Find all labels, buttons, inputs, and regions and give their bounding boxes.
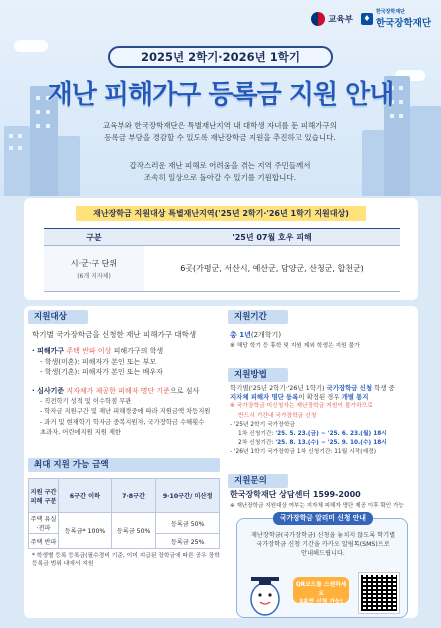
row-label-sub: (6개 지자체): [77, 272, 111, 280]
notice-line: 국가장학금 신청 기간을 카카오 알림톡(SMS)으로: [256, 541, 390, 548]
bullet-text: 피해가구의 학생: [111, 347, 164, 355]
moe-logo-text: 교육부: [328, 14, 353, 25]
bullet-item: - 학생(기혼): 피해자가 본인 또는 배우자: [40, 368, 163, 376]
bullet-item: - 학생(미혼): 피해자가 본인 또는 부모: [40, 357, 157, 366]
method-text: 이 확정된 경우: [298, 393, 342, 402]
max-support-table: [28, 478, 220, 549]
intro-line: 갑작스러운 재난 피해로 어려움을 겪는 지역 주민들께서: [129, 161, 311, 170]
method-item: - '25년 2학기 국가장학금: [230, 421, 296, 428]
cell-value: 등록금* 100%: [59, 513, 112, 549]
table-row: [44, 246, 400, 292]
row-label-text: 시·군·구 단위: [70, 258, 118, 268]
method-highlight: 개별 통지: [341, 393, 369, 402]
target-affected-block: [32, 346, 222, 378]
bullet-item: - 직전학기 성적 및 이수학점 무관: [40, 397, 132, 405]
bullet-title: · 피해가구: [32, 347, 65, 355]
col-header: 지원 구간: [30, 488, 57, 496]
special-area-table: [44, 228, 400, 292]
building-decoration: [410, 106, 441, 196]
inquiry-block: [230, 490, 416, 511]
cell-value: 등록금 50%: [111, 513, 155, 549]
intro-text: [70, 120, 370, 144]
kosaf-small-text: 한국장학재단: [375, 9, 405, 15]
intro-line: 조속히 일상으로 돌아갈 수 있기를 기원합니다.: [144, 173, 296, 182]
target-heading: 지원대상: [28, 310, 88, 324]
method-warning: 반드시 기간내 국가장학금 신청: [238, 412, 317, 419]
period-block: [230, 330, 414, 351]
bullet-item: - 과거 및 현재학기 학자금 중복지원자, 국가장학금 수혜횟수: [40, 418, 205, 426]
logo-bar: [311, 8, 431, 29]
hero-section: [0, 0, 441, 196]
qr-callout-line: QR코드를 스캔하세요: [295, 582, 347, 597]
detail-panel: [24, 306, 418, 618]
method-heading: 지원방법: [228, 368, 288, 382]
method-highlight: 국가장학금 신청: [326, 384, 373, 392]
cell-value: 등록금 50%: [156, 513, 220, 534]
notice-line: 재난장학금(국가장학금) 신청을 놓치지 않도록 학기별: [250, 532, 396, 539]
kosaf-logo-text: 한국장학재단: [375, 18, 431, 29]
intro-line: 등록금 부담을 경감할 수 있도록 재난장학금 지원을 추진하고 있습니다.: [104, 133, 336, 142]
method-warning: ※ 국가장학금 미신청자는 재난장학금 지원이 불가하므로: [230, 403, 373, 410]
page-title: 재난 피해가구 등록금 지원 안내: [47, 80, 394, 110]
intro-line: 교육부와 한국장학재단은 특별재난지역 내 대학생 자녀를 둔 피해가구의: [102, 121, 338, 130]
semester-banner: 2025년 2학기·2026년 1학기: [108, 46, 333, 68]
bullet-item: 초과자, 어린에지원 지원 제한: [40, 429, 121, 436]
row-label: [44, 246, 144, 292]
qr-callout: [293, 577, 349, 603]
building-decoration: [4, 126, 30, 196]
intro-wish: [70, 160, 370, 184]
row-label: 주택 반파: [29, 534, 59, 549]
taegeuk-icon: [311, 12, 325, 26]
notice-heading: 국가장학금 알리미 신청 안내: [273, 512, 373, 525]
period-text: (2개학기): [250, 331, 282, 339]
method-item: - '26년 1학기 국가장학금 1차 신청기간: 11월 시작(예정): [230, 449, 376, 456]
qr-callout-line: 3초면 신청 가능!: [298, 599, 344, 605]
method-text: 학생 중: [372, 384, 395, 392]
cloud-decoration: [14, 40, 48, 52]
period-note: ※ 해당 학기 등 휴학 및 지원 제외 학생은 지원 불가: [230, 342, 360, 349]
max-support-heading: 최대 지원 가능 금액: [28, 458, 220, 472]
row-header: 피해 구분: [30, 497, 57, 505]
bullet-highlight: 주택 반파 이상: [64, 347, 112, 355]
cell-value: 등록금 25%: [156, 534, 220, 549]
special-area-heading: 재난장학금 지원대상 특별재난지역('25년 2학기·'26년 1학기 지원대상): [76, 206, 366, 221]
method-text: 학기별('25년 2학기·'26년 1학기): [230, 384, 327, 392]
target-criteria-block: [32, 386, 224, 439]
inquiry-heading: 지원문의: [228, 474, 288, 488]
period-heading: 지원기간: [228, 310, 288, 324]
bullet-title: · 심사기준: [32, 387, 65, 395]
inquiry-note: ※ 재난장학금 지원대상 여부는 지자체 피해자 명단 제공 이후 확인 가능: [230, 502, 404, 509]
method-highlight: 지자체 피해자 명단 등록: [230, 393, 299, 402]
method-item: 2차 신청기간:: [238, 440, 276, 447]
method-date: '25. 8. 13.(수) ~ '25. 9. 10.(수) 18시: [275, 440, 387, 447]
table-header-row: [29, 479, 220, 513]
target-lead: 학기별 국가장학금을 신청한 재난 피해가구 대학생: [32, 330, 197, 339]
col-header: 6구간 이하: [59, 479, 112, 513]
method-item: 1차 신청기간:: [238, 431, 276, 438]
corner-header: [29, 479, 59, 513]
row-value: 6곳(가평군, 서산시, 예산군, 담양군, 산청군, 합천군): [144, 246, 400, 292]
graduate-mascot-icon: [245, 569, 285, 617]
bullet-text: 으로 심사: [169, 387, 200, 395]
table-header-row: [44, 229, 400, 246]
notice-box: [236, 514, 408, 618]
bullet-highlight: 지자체가 제공한 피해자 명단 기준: [64, 387, 170, 395]
kosaf-mark-icon: ♦: [361, 13, 373, 25]
row-label: 주택 유실·전파: [29, 513, 59, 534]
col-header: 7·8구간: [111, 479, 155, 513]
moe-logo: [311, 12, 353, 26]
col-header: 9·10구간/ 미산정: [156, 479, 220, 513]
kosaf-logo: [361, 8, 431, 29]
special-area-card: [24, 198, 418, 300]
col-header: 구분: [44, 229, 144, 246]
qr-code[interactable]: [359, 573, 399, 613]
max-support-note: * 학생별 등록 등록금(필수경비 기준, 이미 지급된 장학금에 따른 공우 장학 등록금 범위 내에서 지원: [32, 553, 220, 567]
col-header: '25년 07월 호우 피해: [144, 229, 400, 246]
notice-line: 안내해드립니다.: [301, 550, 345, 557]
notice-text: [245, 531, 401, 558]
method-date: '25. 5. 23.(금) ~ '25. 6. 23.(월) 18시: [275, 431, 387, 438]
inquiry-phone: 한국장학재단 상담센터 1599-2000: [230, 490, 361, 499]
method-block: [230, 384, 416, 458]
period-highlight: 총 1년: [230, 331, 251, 339]
table-row: [29, 513, 220, 534]
bullet-item: - 학자금 지원구간 및 재난 피해경중에 따라 지원금액 차등지원: [40, 408, 211, 415]
